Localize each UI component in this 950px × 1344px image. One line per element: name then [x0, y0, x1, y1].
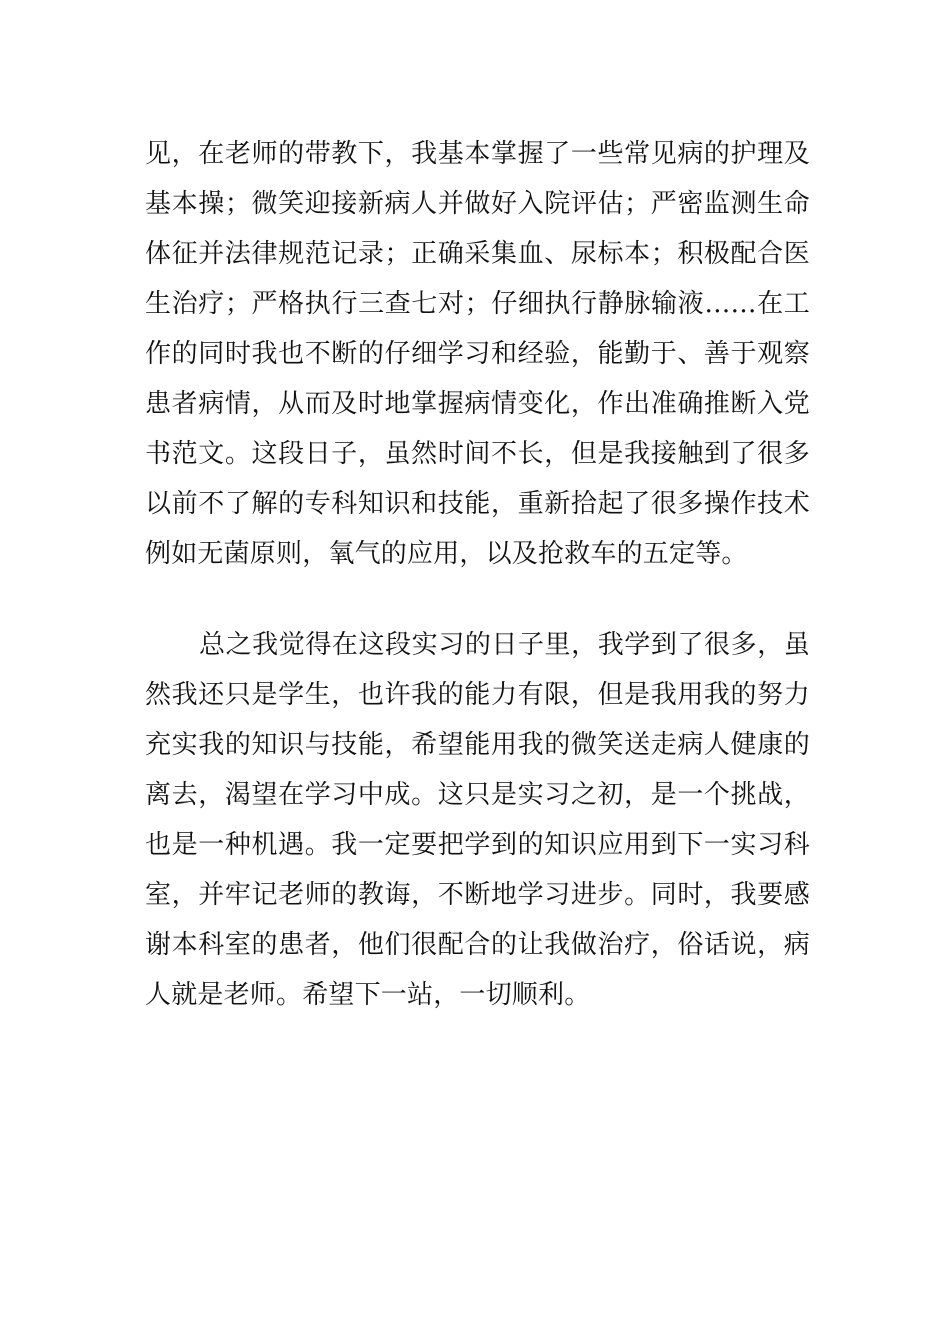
paragraph-line: 充实我的知识与技能，希望能用我的微笑送走病人健康的: [145, 730, 810, 760]
paragraph-line: 室，并牢记老师的教诲，不断地学习进步。同时，我要感: [145, 880, 810, 910]
paragraph-line: 例如无菌原则，氧气的应用，以及抢救车的五定等。: [145, 539, 748, 569]
paragraph-line: 离去，渴望在学习中成。这只是实习之初，是一个挑战，: [145, 780, 810, 810]
paragraph-line: 基本操；微笑迎接新病人并做好入院评估；严密监测生命: [145, 189, 810, 219]
paragraph-line: 生治疗；严格执行三查七对；仔细执行静脉输液……在工: [145, 289, 810, 319]
paragraph-line: 人就是老师。希望下一站，一切顺利。: [145, 980, 591, 1010]
paragraph-line: 患者病情，从而及时地掌握病情变化，作出准确推断入党: [145, 389, 810, 419]
paragraph-2: [145, 620, 810, 1020]
paragraph-line: 书范文。这段日子，虽然时间不长，但是我接触到了很多: [145, 439, 810, 469]
paragraph-line: 谢本科室的患者，他们很配合的让我做治疗，俗话说，病: [145, 930, 810, 960]
paragraph-line: 总之我觉得在这段实习的日子里，我学到了很多，虽: [199, 630, 810, 660]
paragraph-line: 然我还只是学生，也许我的能力有限，但是我用我的努力: [145, 680, 810, 710]
paragraph-line: 也是一种机遇。我一定要把学到的知识应用到下一实习科: [145, 830, 810, 860]
paragraph-line: 见，在老师的带教下，我基本掌握了一些常见病的护理及: [145, 139, 810, 169]
paragraph-line: 作的同时我也不断的仔细学习和经验，能勤于、善于观察: [145, 339, 810, 369]
paragraph-line: 体征并法律规范记录；正确采集血、尿标本；积极配合医: [145, 239, 810, 269]
paragraph-line: 以前不了解的专科知识和技能，重新拾起了很多操作技术: [145, 489, 810, 519]
paragraph-1: [145, 129, 810, 579]
